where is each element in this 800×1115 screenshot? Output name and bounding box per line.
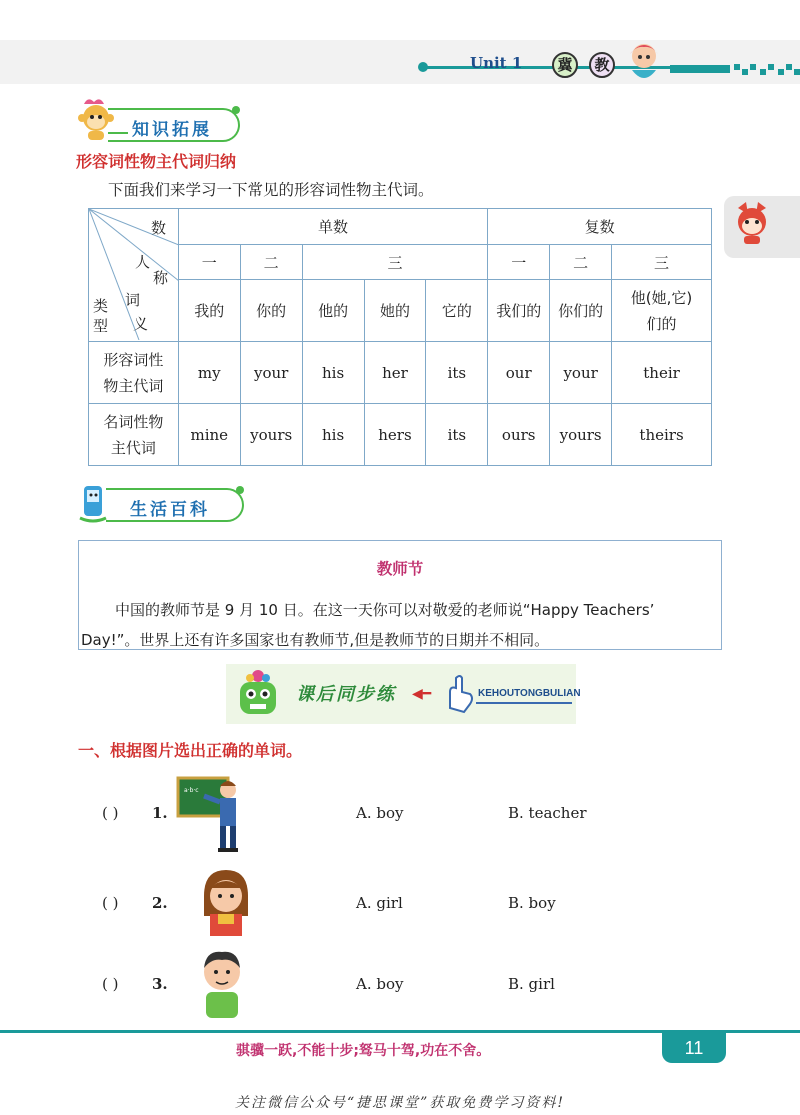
boy-picture — [192, 946, 252, 1020]
knowledge-banner — [108, 108, 240, 142]
corner-ci: 词 — [125, 291, 141, 309]
knowledge-banner-label: 知识拓展 — [132, 120, 212, 140]
meaning-cell: 我的 — [178, 280, 240, 342]
value-cell: theirs — [612, 404, 712, 466]
banner-dot — [232, 106, 240, 114]
corner-lei: 类 — [93, 297, 109, 315]
svg-text:a·b·c: a·b·c — [184, 787, 199, 794]
section1-intro: 下面我们来学习一下常见的形容词性物主代词。 — [108, 181, 434, 199]
question-number: 2. — [152, 894, 168, 912]
value-cell: our — [488, 342, 550, 404]
green-monster-icon — [230, 666, 286, 722]
page-number: 11 — [662, 1033, 726, 1063]
option-b[interactable]: B. girl — [508, 975, 555, 993]
person-cell: 三 — [302, 245, 488, 280]
option-a[interactable]: A. girl — [356, 894, 403, 912]
option-a[interactable]: A. boy — [356, 804, 404, 822]
practice-banner — [226, 664, 581, 724]
corner-shu: 数 — [151, 219, 167, 237]
fox-mascot-icon — [732, 200, 772, 246]
banner-underline — [108, 132, 128, 134]
person-cell: 三 — [612, 245, 712, 280]
practice-banner-en: KEHOUTONGBULIAN — [478, 688, 581, 699]
value-cell: yours — [550, 404, 612, 466]
value-cell: yours — [240, 404, 302, 466]
value-cell: his — [302, 404, 364, 466]
person-cell: 二 — [240, 245, 302, 280]
meaning-cell: 他的 — [302, 280, 364, 342]
phone-mascot-icon — [76, 482, 110, 524]
value-cell: hers — [364, 404, 426, 466]
teacher-picture — [176, 772, 256, 856]
bottom-watermark-note: 关注微信公众号“捷思课堂”获取免费学习资料! — [235, 1095, 565, 1111]
value-cell: their — [612, 342, 712, 404]
pronoun-table — [88, 208, 712, 466]
value-cell: my — [178, 342, 240, 404]
person-cell: 二 — [550, 245, 612, 280]
life-banner-label: 生活百科 — [130, 500, 210, 520]
pointing-hand-icon — [444, 674, 476, 714]
value-cell: his — [302, 342, 364, 404]
value-cell: mine — [178, 404, 240, 466]
answer-paren[interactable]: ( ) — [102, 894, 119, 912]
exercise-title: 一、根据图片选出正确的单词。 — [78, 741, 303, 760]
banner-dot — [236, 486, 244, 494]
value-cell: its — [426, 404, 488, 466]
row-label: 形容词性物主代词 — [89, 342, 179, 404]
header-plural: 复数 — [488, 209, 712, 245]
corner-cheng: 称 — [153, 269, 169, 287]
answer-paren[interactable]: ( ) — [102, 804, 119, 822]
meaning-cell: 它的 — [426, 280, 488, 342]
corner-ren: 人 — [135, 253, 151, 271]
badge-jiao: 教 — [589, 52, 615, 78]
note-line-1: 中国的教师节是 9 月 10 日。在这一天你可以对敬爱的老师说“Happy Teachers’ — [115, 601, 655, 619]
note-line-2: Day!”。世界上还有许多国家也有教师节,但是教师节的日期并不相同。 — [81, 631, 550, 649]
corner-xing: 型 — [93, 317, 109, 335]
answer-paren[interactable]: ( ) — [102, 975, 119, 993]
meaning-cell: 你的 — [240, 280, 302, 342]
girl-picture — [196, 866, 256, 938]
option-b[interactable]: B. boy — [508, 894, 556, 912]
meaning-cell: 你们的 — [550, 280, 612, 342]
unit-label: Unit 1 — [470, 54, 523, 72]
person-cell: 一 — [488, 245, 550, 280]
cartoon-girl-icon — [618, 36, 668, 86]
meaning-cell: 他(她,它)们的 — [612, 280, 712, 342]
practice-banner-label: 课后同步练 — [296, 684, 396, 705]
meaning-cell: 我们的 — [488, 280, 550, 342]
value-cell: your — [550, 342, 612, 404]
question-number: 3. — [152, 975, 168, 993]
badge-ji: 冀 — [552, 52, 578, 78]
option-a[interactable]: A. boy — [356, 975, 404, 993]
note-title: 教师节 — [376, 560, 424, 578]
life-banner — [106, 488, 244, 522]
table-corner-cell — [89, 209, 179, 342]
row-label: 名词性物主代词 — [89, 404, 179, 466]
footer-motto: 骐骥一跃,不能十步;驽马十驾,功在不舍。 — [236, 1043, 491, 1059]
option-b[interactable]: B. teacher — [508, 804, 587, 822]
meaning-cell: 她的 — [364, 280, 426, 342]
arrow-icon: ◀━ — [412, 686, 432, 702]
value-cell: ours — [488, 404, 550, 466]
value-cell: her — [364, 342, 426, 404]
value-cell: its — [426, 342, 488, 404]
header-singular: 单数 — [178, 209, 487, 245]
question-number: 1. — [152, 804, 168, 822]
corner-yi: 义 — [133, 315, 149, 333]
section1-title: 形容词性物主代词归纳 — [76, 152, 237, 171]
person-cell: 一 — [178, 245, 240, 280]
banner-underline — [476, 702, 572, 704]
header-stripe-pattern — [670, 62, 800, 76]
value-cell: your — [240, 342, 302, 404]
teachers-day-box — [78, 540, 722, 650]
